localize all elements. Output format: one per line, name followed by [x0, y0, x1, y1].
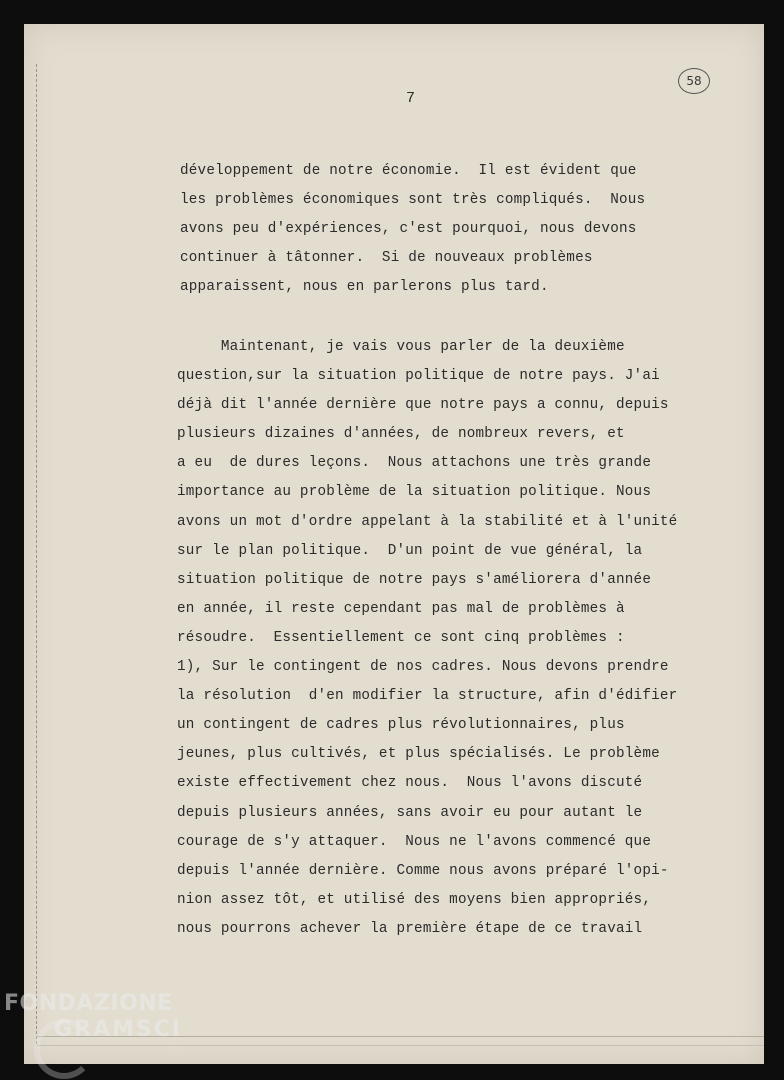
text-line: 1), Sur le contingent de nos cadres. Nous devons prendre: [177, 659, 669, 676]
text-line: nion assez tôt, et utilisé des moyens bien appropriés,: [177, 891, 652, 908]
text-line: importance au problème de la situation politique. Nous: [177, 484, 652, 501]
text-line: jeunes, plus cultivés, et plus spécialisés. Le problème: [177, 746, 660, 763]
text-line: situation politique de notre pays s'améliorera d'année: [177, 571, 652, 588]
text-line: Maintenant, je vais vous parler de la deuxième: [177, 339, 625, 355]
paragraph-1: [180, 157, 700, 302]
text-line: en année, il reste cependant pas mal de problèmes à: [177, 600, 625, 617]
text-line: la résolution d'en modifier la structure, afin d'édifier: [177, 688, 678, 705]
text-line: courage de s'y attaquer. Nous ne l'avons commencé que: [177, 833, 652, 850]
text-line: depuis l'année dernière. Comme nous avons préparé l'opi-: [177, 862, 669, 879]
watermark-line-3: onlus: [162, 1044, 189, 1055]
text-line: déjà dit l'année dernière que notre pays a connu, depuis: [177, 397, 669, 414]
text-line: un contingent de cadres plus révolutionnaires, plus: [177, 717, 625, 734]
text-line: plusieurs dizaines d'années, de nombreux revers, et: [177, 426, 625, 443]
page-number: 7: [406, 90, 416, 107]
page-left-edge: [36, 64, 43, 1044]
text-line: nous pourrons achever la première étape de ce travail: [177, 920, 643, 937]
paragraph-2: [177, 333, 697, 944]
text-line: depuis plusieurs années, sans avoir eu pour autant le: [177, 804, 643, 821]
archive-number-stamp: 58: [678, 68, 710, 94]
fondazione-gramsci-watermark: [4, 993, 204, 1055]
text-line: avons un mot d'ordre appelant à la stabilité et à l'unité: [177, 513, 678, 530]
text-line: avons peu d'expériences, c'est pourquoi, nous devons: [180, 221, 637, 238]
text-line: sur le plan politique. D'un point de vue général, la: [177, 542, 643, 559]
text-line: apparaissent, nous en parlerons plus tard.: [180, 279, 549, 296]
text-line: développement de notre économie. Il est évident que: [180, 163, 637, 179]
text-line: continuer à tâtonner. Si de nouveaux problèmes: [180, 250, 593, 267]
watermark-line-1: FONDAZIONE: [4, 991, 173, 1016]
text-line: les problèmes économiques sont très compliqués. Nous: [180, 192, 646, 209]
text-line: question,sur la situation politique de notre pays. J'ai: [177, 368, 660, 385]
text-line: résoudre. Essentiellement ce sont cinq problèmes :: [177, 629, 625, 646]
text-line: existe effectivement chez nous. Nous l'avons discuté: [177, 775, 643, 792]
gramsci-logo-icon: [34, 1019, 94, 1079]
watermark-line-2: GRAMSCI: [54, 1017, 183, 1042]
text-line: a eu de dures leçons. Nous attachons une très grande: [177, 455, 652, 472]
